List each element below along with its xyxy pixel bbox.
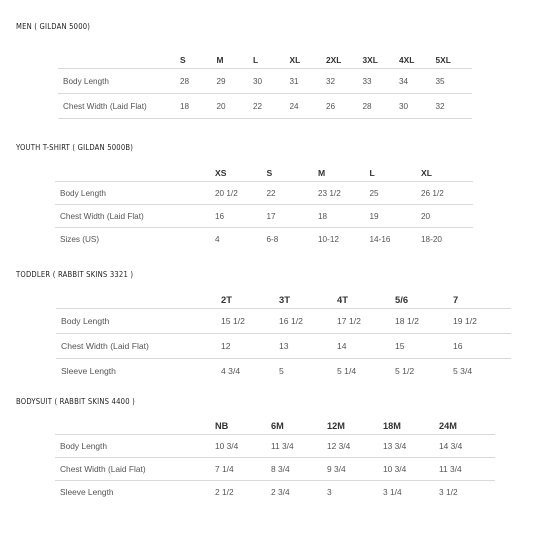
- size-header-row: [55, 418, 495, 435]
- measurement-value: 13 3/4: [383, 435, 439, 458]
- measurement-value: 34: [399, 69, 436, 94]
- measurement-value: 19 1/2: [453, 309, 511, 334]
- measurement-value: 6-8: [266, 234, 279, 244]
- measurement-label: Sleeve Length: [61, 366, 116, 376]
- measurement-value: 13: [279, 334, 337, 359]
- measurement-value: 31: [290, 69, 327, 94]
- measurement-value: 32: [326, 69, 363, 94]
- header-spacer: [56, 290, 221, 309]
- measurement-value: 23 1/2: [318, 182, 370, 205]
- measurement-value: 15: [395, 334, 453, 359]
- measurement-value: 25: [370, 182, 422, 205]
- measurement-value: 5 3/4: [453, 366, 473, 376]
- measurement-value: 18 1/2: [395, 309, 453, 334]
- section-title: TODDLER ( RABBIT SKINS 3321 ): [16, 270, 134, 279]
- measurement-value: 5: [279, 366, 284, 376]
- size-table: [58, 52, 472, 119]
- size-header: 2T: [221, 290, 279, 309]
- measurement-value: 12: [221, 334, 279, 359]
- measurement-value: 11 3/4: [271, 435, 327, 458]
- measurement-value: 18: [180, 94, 217, 119]
- measurement-value: 7 1/4: [215, 458, 271, 481]
- measurement-value: 26 1/2: [421, 182, 473, 205]
- measurement-value: 2 3/4: [271, 487, 290, 497]
- measurement-value: 20: [421, 205, 473, 228]
- measurement-value: 10 3/4: [383, 458, 439, 481]
- measurement-label: Sleeve Length: [60, 487, 114, 497]
- measurement-label: Body Length: [56, 309, 221, 334]
- measurement-value: 16: [453, 334, 511, 359]
- measurement-value: 15 1/2: [221, 309, 279, 334]
- size-header: L: [253, 52, 290, 69]
- measurement-label: Chest Width (Laid Flat): [55, 458, 215, 481]
- table-row: [58, 94, 472, 119]
- header-spacer: [58, 52, 180, 69]
- measurement-label: Chest Width (Laid Flat): [56, 334, 221, 359]
- measurement-value: 26: [326, 94, 363, 119]
- measurement-value: 22: [267, 182, 319, 205]
- measurement-value: 3 1/2: [439, 487, 458, 497]
- section-title: BODYSUIT ( RABBIT SKINS 4400 ): [16, 397, 135, 406]
- size-table: [55, 165, 473, 250]
- measurement-value: 14: [337, 334, 395, 359]
- size-header-row: [56, 290, 511, 309]
- size-header: 2XL: [326, 52, 363, 69]
- header-spacer: [55, 418, 215, 435]
- measurement-value: 16 1/2: [279, 309, 337, 334]
- size-header: NB: [215, 418, 271, 435]
- table-row: [58, 69, 472, 94]
- measurement-value: 22: [253, 94, 290, 119]
- table-row: [56, 334, 511, 359]
- measurement-value: 3: [327, 487, 332, 497]
- measurement-value: 17 1/2: [337, 309, 395, 334]
- size-header: L: [370, 165, 422, 182]
- measurement-value: 30: [399, 94, 436, 119]
- measurement-value: 18: [318, 205, 370, 228]
- measurement-value: 24: [290, 94, 327, 119]
- measurement-value: 18-20: [421, 234, 442, 244]
- measurement-value: 5 1/4: [337, 366, 357, 376]
- size-header: 4T: [337, 290, 395, 309]
- measurement-value: 17: [267, 205, 319, 228]
- measurement-label: Chest Width (Laid Flat): [58, 94, 180, 119]
- measurement-value: 20: [217, 94, 254, 119]
- measurement-value: 20 1/2: [215, 182, 267, 205]
- table-row: [55, 182, 473, 205]
- size-table: [56, 290, 511, 383]
- size-header: 6M: [271, 418, 327, 435]
- size-header: XL: [421, 165, 473, 182]
- section-title: YOUTH T-SHIRT ( GILDAN 5000B): [16, 143, 134, 152]
- size-header: 3T: [279, 290, 337, 309]
- size-header: XL: [290, 52, 327, 69]
- size-header: 3XL: [363, 52, 400, 69]
- header-spacer: [55, 165, 215, 182]
- size-header: 18M: [383, 418, 439, 435]
- measurement-value: 35: [436, 69, 473, 94]
- measurement-value: 14-16: [369, 234, 391, 244]
- measurement-value: 14 3/4: [439, 435, 495, 458]
- measurement-value: 10-12: [318, 234, 339, 244]
- size-header: 12M: [327, 418, 383, 435]
- size-header-row: [55, 165, 473, 182]
- size-header: 24M: [439, 418, 495, 435]
- size-header: 7: [453, 290, 511, 309]
- measurement-label: Chest Width (Laid Flat): [55, 205, 215, 228]
- measurement-value: 16: [215, 205, 267, 228]
- measurement-value: 8 3/4: [271, 458, 327, 481]
- size-header: S: [180, 52, 217, 69]
- measurement-value: 28: [363, 94, 400, 119]
- measurement-value: 9 3/4: [327, 458, 383, 481]
- size-header: 4XL: [399, 52, 436, 69]
- size-header: M: [318, 165, 370, 182]
- section-title: MEN ( GILDAN 5000): [16, 22, 91, 31]
- size-header: XS: [215, 165, 267, 182]
- measurement-value: 10 3/4: [215, 435, 271, 458]
- measurement-value: 4: [215, 234, 220, 244]
- table-row: [55, 481, 495, 504]
- measurement-label: Body Length: [58, 69, 180, 94]
- measurement-value: 12 3/4: [327, 435, 383, 458]
- size-header: 5/6: [395, 290, 453, 309]
- table-row: [55, 458, 495, 481]
- measurement-value: 2 1/2: [215, 487, 234, 497]
- measurement-label: Body Length: [55, 182, 215, 205]
- measurement-value: 33: [363, 69, 400, 94]
- measurement-value: 3 1/4: [383, 487, 402, 497]
- table-row: [56, 359, 511, 384]
- measurement-label: Sizes (US): [60, 234, 100, 244]
- table-row: [55, 205, 473, 228]
- measurement-value: 28: [180, 69, 217, 94]
- size-header-row: [58, 52, 472, 69]
- measurement-value: 29: [217, 69, 254, 94]
- measurement-value: 11 3/4: [439, 458, 495, 481]
- size-header: S: [267, 165, 319, 182]
- measurement-value: 19: [370, 205, 422, 228]
- table-row: [55, 435, 495, 458]
- table-row: [55, 228, 473, 251]
- table-row: [56, 309, 511, 334]
- size-table: [55, 418, 495, 503]
- measurement-value: 32: [436, 94, 473, 119]
- measurement-value: 5 1/2: [395, 366, 415, 376]
- measurement-value: 4 3/4: [221, 366, 241, 376]
- size-header: M: [217, 52, 254, 69]
- measurement-label: Body Length: [55, 435, 215, 458]
- size-header: 5XL: [436, 52, 473, 69]
- measurement-value: 30: [253, 69, 290, 94]
